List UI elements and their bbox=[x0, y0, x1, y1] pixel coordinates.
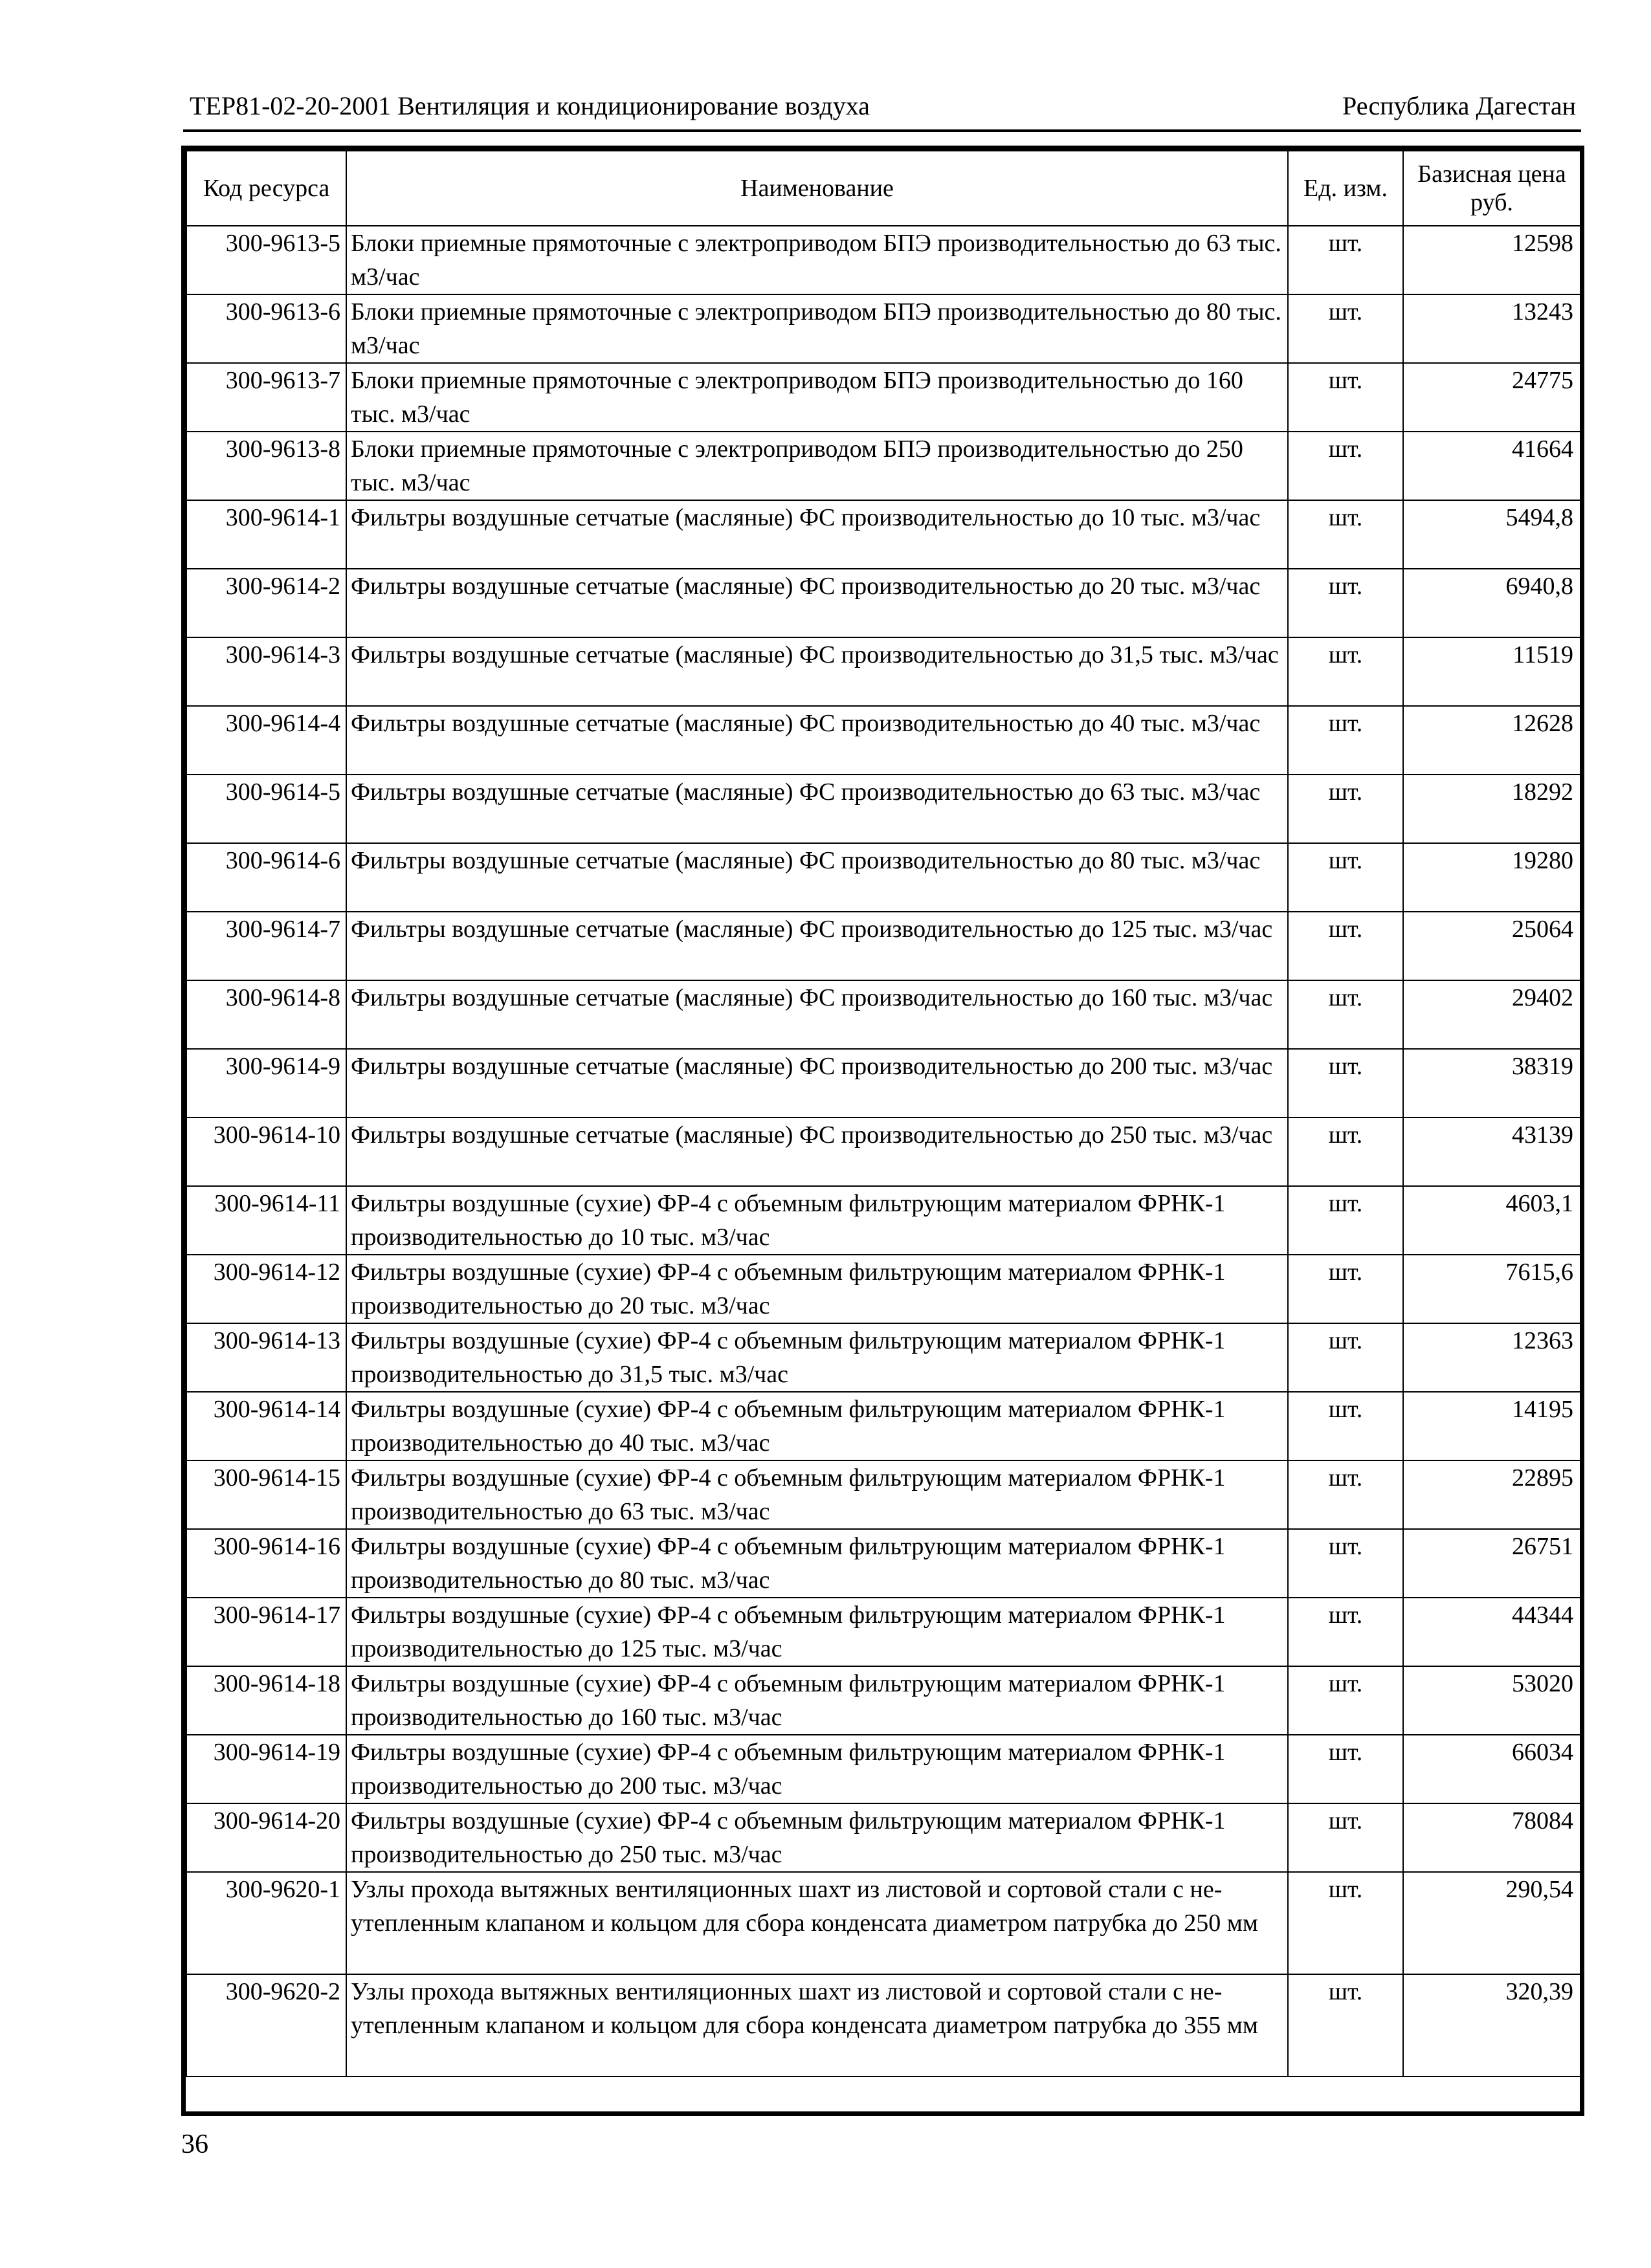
table-row bbox=[186, 1117, 1580, 1186]
cell-price: 53020 bbox=[1403, 1666, 1580, 1735]
cell-unit: шт. bbox=[1288, 706, 1403, 775]
cell-price: 22895 bbox=[1403, 1460, 1580, 1529]
table-row bbox=[186, 1803, 1580, 1872]
cell-code: 300-9614-19 bbox=[186, 1735, 346, 1803]
cell-code: 300-9614-10 bbox=[186, 1117, 346, 1186]
table-row bbox=[186, 1872, 1580, 1974]
cell-name: Фильтры воздушные (сухие) ФР-4 с объемным фильтрующим материалом ФРНК-1 производительностью до 63 тыс. м3/час bbox=[346, 1460, 1288, 1529]
cell-code: 300-9614-3 bbox=[186, 637, 346, 706]
table-row bbox=[186, 363, 1580, 432]
column-header-price-line2: руб. bbox=[1470, 189, 1513, 216]
cell-price: 25064 bbox=[1403, 912, 1580, 980]
table-row bbox=[186, 1529, 1580, 1598]
cell-unit: шт. bbox=[1288, 1598, 1403, 1666]
cell-name: Фильтры воздушные (сухие) ФР-4 с объемным фильтрующим материалом ФРНК-1 производительностью до 125 тыс. м3/час bbox=[346, 1598, 1288, 1666]
cell-code: 300-9614-6 bbox=[186, 843, 346, 912]
table-row bbox=[186, 843, 1580, 912]
cell-code: 300-9614-9 bbox=[186, 1049, 346, 1117]
column-header-price-line1: Базисная цена bbox=[1417, 160, 1566, 188]
cell-name: Блоки приемные прямоточные с электроприводом БПЭ производительностью до 250 тыс. м3/час bbox=[346, 432, 1288, 500]
cell-code: 300-9614-12 bbox=[186, 1255, 346, 1323]
cell-price: 290,54 bbox=[1403, 1872, 1580, 1974]
cell-name: Узлы прохода вытяжных вентиляционных шахт из листовой и сортовой стали с не-утепленным клапаном и кольцом для сбора конденсата диаметром патрубка до 355 мм bbox=[346, 1974, 1288, 2076]
cell-code: 300-9614-5 bbox=[186, 775, 346, 843]
cell-name: Фильтры воздушные сетчатые (масляные) ФС производительностью до 63 тыс. м3/час bbox=[346, 775, 1288, 843]
cell-price: 43139 bbox=[1403, 1117, 1580, 1186]
cell-price: 12363 bbox=[1403, 1323, 1580, 1392]
cell-code: 300-9620-2 bbox=[186, 1974, 346, 2076]
column-header-name: Наименование bbox=[346, 151, 1288, 226]
cell-code: 300-9614-14 bbox=[186, 1392, 346, 1460]
cell-name: Фильтры воздушные сетчатые (масляные) ФС производительностью до 80 тыс. м3/час bbox=[346, 843, 1288, 912]
price-table-frame bbox=[181, 146, 1584, 2116]
cell-code: 300-9613-8 bbox=[186, 432, 346, 500]
cell-name: Узлы прохода вытяжных вентиляционных шахт из листовой и сортовой стали с не-утепленным клапаном и кольцом для сбора конденсата диаметром патрубка до 250 мм bbox=[346, 1872, 1288, 1974]
cell-name: Блоки приемные прямоточные с электроприводом БПЭ производительностью до 63 тыс. м3/час bbox=[346, 226, 1288, 294]
cell-code: 300-9614-16 bbox=[186, 1529, 346, 1598]
cell-price: 19280 bbox=[1403, 843, 1580, 912]
cell-code: 300-9613-6 bbox=[186, 294, 346, 363]
cell-unit: шт. bbox=[1288, 1255, 1403, 1323]
cell-name: Фильтры воздушные сетчатые (масляные) ФС производительностью до 250 тыс. м3/час bbox=[346, 1117, 1288, 1186]
cell-code: 300-9614-18 bbox=[186, 1666, 346, 1735]
cell-price: 44344 bbox=[1403, 1598, 1580, 1666]
cell-name: Фильтры воздушные (сухие) ФР-4 с объемным фильтрующим материалом ФРНК-1 производительностью до 80 тыс. м3/час bbox=[346, 1529, 1288, 1598]
cell-unit: шт. bbox=[1288, 980, 1403, 1049]
table-row bbox=[186, 1598, 1580, 1666]
cell-code: 300-9614-20 bbox=[186, 1803, 346, 1872]
cell-code: 300-9620-1 bbox=[186, 1872, 346, 1974]
table-row bbox=[186, 912, 1580, 980]
cell-unit: шт. bbox=[1288, 432, 1403, 500]
cell-code: 300-9614-17 bbox=[186, 1598, 346, 1666]
cell-price: 13243 bbox=[1403, 294, 1580, 363]
cell-name: Фильтры воздушные (сухие) ФР-4 с объемным фильтрующим материалом ФРНК-1 производительностью до 250 тыс. м3/час bbox=[346, 1803, 1288, 1872]
cell-unit: шт. bbox=[1288, 1666, 1403, 1735]
cell-price: 29402 bbox=[1403, 980, 1580, 1049]
cell-name: Фильтры воздушные (сухие) ФР-4 с объемным фильтрующим материалом ФРНК-1 производительностью до 160 тыс. м3/час bbox=[346, 1666, 1288, 1735]
table-row bbox=[186, 980, 1580, 1049]
cell-price: 24775 bbox=[1403, 363, 1580, 432]
cell-price: 4603,1 bbox=[1403, 1186, 1580, 1255]
table-row bbox=[186, 706, 1580, 775]
cell-name: Фильтры воздушные (сухие) ФР-4 с объемным фильтрующим материалом ФРНК-1 производительностью до 200 тыс. м3/час bbox=[346, 1735, 1288, 1803]
cell-price: 6940,8 bbox=[1403, 569, 1580, 637]
cell-unit: шт. bbox=[1288, 226, 1403, 294]
cell-unit: шт. bbox=[1288, 363, 1403, 432]
cell-price: 66034 bbox=[1403, 1735, 1580, 1803]
cell-price: 11519 bbox=[1403, 637, 1580, 706]
cell-unit: шт. bbox=[1288, 294, 1403, 363]
cell-unit: шт. bbox=[1288, 1049, 1403, 1117]
cell-price: 41664 bbox=[1403, 432, 1580, 500]
table-row bbox=[186, 1974, 1580, 2076]
cell-name: Фильтры воздушные (сухие) ФР-4 с объемным фильтрующим материалом ФРНК-1 производительностью до 20 тыс. м3/час bbox=[346, 1255, 1288, 1323]
table-row bbox=[186, 569, 1580, 637]
table-row bbox=[186, 1255, 1580, 1323]
header-title: ТЕР81-02-20-2001 Вентиляция и кондиционирование воздуха bbox=[190, 91, 870, 120]
cell-price: 12598 bbox=[1403, 226, 1580, 294]
cell-name: Фильтры воздушные сетчатые (масляные) ФС производительностью до 20 тыс. м3/час bbox=[346, 569, 1288, 637]
cell-unit: шт. bbox=[1288, 843, 1403, 912]
cell-name: Блоки приемные прямоточные с электроприводом БПЭ производительностью до 160 тыс. м3/час bbox=[346, 363, 1288, 432]
cell-unit: шт. bbox=[1288, 500, 1403, 569]
table-row bbox=[186, 432, 1580, 500]
cell-name: Фильтры воздушные (сухие) ФР-4 с объемным фильтрующим материалом ФРНК-1 производительностью до 10 тыс. м3/час bbox=[346, 1186, 1288, 1255]
column-header-unit: Ед. изм. bbox=[1288, 151, 1403, 226]
table-row bbox=[186, 637, 1580, 706]
cell-name: Блоки приемные прямоточные с электроприводом БПЭ производительностью до 80 тыс. м3/час bbox=[346, 294, 1288, 363]
cell-unit: шт. bbox=[1288, 1460, 1403, 1529]
cell-name: Фильтры воздушные сетчатые (масляные) ФС производительностью до 160 тыс. м3/час bbox=[346, 980, 1288, 1049]
table-row bbox=[186, 1049, 1580, 1117]
cell-code: 300-9614-13 bbox=[186, 1323, 346, 1392]
cell-price: 5494,8 bbox=[1403, 500, 1580, 569]
page-header bbox=[183, 91, 1581, 132]
cell-price: 38319 bbox=[1403, 1049, 1580, 1117]
cell-price: 18292 bbox=[1403, 775, 1580, 843]
cell-unit: шт. bbox=[1288, 1529, 1403, 1598]
cell-unit: шт. bbox=[1288, 1392, 1403, 1460]
cell-unit: шт. bbox=[1288, 569, 1403, 637]
cell-unit: шт. bbox=[1288, 1735, 1403, 1803]
header-region: Республика Дагестан bbox=[1342, 91, 1576, 120]
cell-unit: шт. bbox=[1288, 775, 1403, 843]
table-row bbox=[186, 1735, 1580, 1803]
cell-code: 300-9613-7 bbox=[186, 363, 346, 432]
cell-name: Фильтры воздушные сетчатые (масляные) ФС производительностью до 125 тыс. м3/час bbox=[346, 912, 1288, 980]
table-row bbox=[186, 1323, 1580, 1392]
cell-unit: шт. bbox=[1288, 1974, 1403, 2076]
cell-name: Фильтры воздушные (сухие) ФР-4 с объемным фильтрующим материалом ФРНК-1 производительностью до 31,5 тыс. м3/час bbox=[346, 1323, 1288, 1392]
cell-code: 300-9614-1 bbox=[186, 500, 346, 569]
cell-code: 300-9614-7 bbox=[186, 912, 346, 980]
table-body bbox=[186, 226, 1580, 2076]
cell-unit: шт. bbox=[1288, 1872, 1403, 1974]
table-row bbox=[186, 500, 1580, 569]
page-number: 36 bbox=[181, 2130, 208, 2159]
cell-code: 300-9613-5 bbox=[186, 226, 346, 294]
cell-name: Фильтры воздушные (сухие) ФР-4 с объемным фильтрующим материалом ФРНК-1 производительностью до 40 тыс. м3/час bbox=[346, 1392, 1288, 1460]
cell-price: 14195 bbox=[1403, 1392, 1580, 1460]
price-table bbox=[186, 150, 1581, 2077]
table-row bbox=[186, 226, 1580, 294]
cell-price: 320,39 bbox=[1403, 1974, 1580, 2076]
cell-code: 300-9614-11 bbox=[186, 1186, 346, 1255]
cell-code: 300-9614-4 bbox=[186, 706, 346, 775]
cell-price: 26751 bbox=[1403, 1529, 1580, 1598]
column-header-price bbox=[1403, 151, 1580, 226]
column-header-code: Код ресурса bbox=[186, 151, 346, 226]
cell-unit: шт. bbox=[1288, 637, 1403, 706]
cell-name: Фильтры воздушные сетчатые (масляные) ФС производительностью до 200 тыс. м3/час bbox=[346, 1049, 1288, 1117]
cell-code: 300-9614-15 bbox=[186, 1460, 346, 1529]
table-row bbox=[186, 1392, 1580, 1460]
cell-name: Фильтры воздушные сетчатые (масляные) ФС производительностью до 10 тыс. м3/час bbox=[346, 500, 1288, 569]
cell-name: Фильтры воздушные сетчатые (масляные) ФС производительностью до 40 тыс. м3/час bbox=[346, 706, 1288, 775]
cell-price: 12628 bbox=[1403, 706, 1580, 775]
table-row bbox=[186, 294, 1580, 363]
table-row bbox=[186, 1666, 1580, 1735]
cell-price: 78084 bbox=[1403, 1803, 1580, 1872]
cell-unit: шт. bbox=[1288, 1323, 1403, 1392]
cell-price: 7615,6 bbox=[1403, 1255, 1580, 1323]
cell-unit: шт. bbox=[1288, 912, 1403, 980]
table-row bbox=[186, 1460, 1580, 1529]
table-header-row bbox=[186, 151, 1580, 226]
cell-unit: шт. bbox=[1288, 1803, 1403, 1872]
table-row bbox=[186, 775, 1580, 843]
cell-unit: шт. bbox=[1288, 1186, 1403, 1255]
cell-code: 300-9614-8 bbox=[186, 980, 346, 1049]
cell-code: 300-9614-2 bbox=[186, 569, 346, 637]
cell-unit: шт. bbox=[1288, 1117, 1403, 1186]
table-row bbox=[186, 1186, 1580, 1255]
cell-name: Фильтры воздушные сетчатые (масляные) ФС производительностью до 31,5 тыс. м3/час bbox=[346, 637, 1288, 706]
